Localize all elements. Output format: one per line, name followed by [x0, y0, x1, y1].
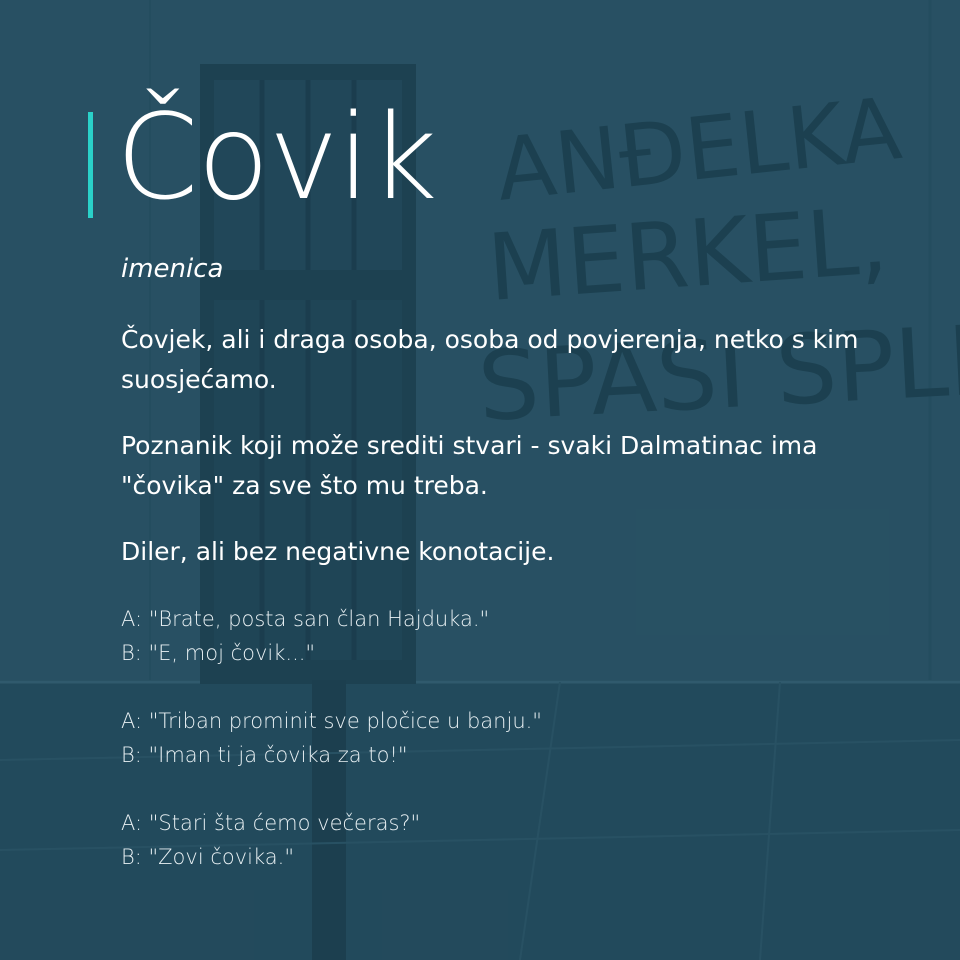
- example-2-b: B: "Iman ti ja čovika za to!": [121, 743, 408, 767]
- example-1-a: A: "Brate, posta san član Hajduka.": [121, 607, 490, 631]
- examples: [121, 602, 542, 874]
- example-3-b: B: "Zovi čovika.": [121, 845, 294, 869]
- definition-1: Čovjek, ali i draga osoba, osoba od povjerenja, netko s kim suosjećamo.: [121, 325, 859, 394]
- accent-bar: [88, 112, 93, 218]
- definition-2: Poznanik koji može srediti stvari - svaki Dalmatinac ima "čovika" za sve što mu treba.: [121, 431, 818, 500]
- definition-3: Diler, ali bez negativne konotacije.: [121, 537, 555, 566]
- example-1-b: B: "E, moj čovik...": [121, 641, 316, 665]
- example-2-a: A: "Triban prominit sve pločice u banju.": [121, 709, 542, 733]
- headword: Čovik: [116, 88, 437, 226]
- example-3-a: A: "Stari šta ćemo večeras?": [121, 811, 421, 835]
- part-of-speech: imenica: [121, 254, 224, 284]
